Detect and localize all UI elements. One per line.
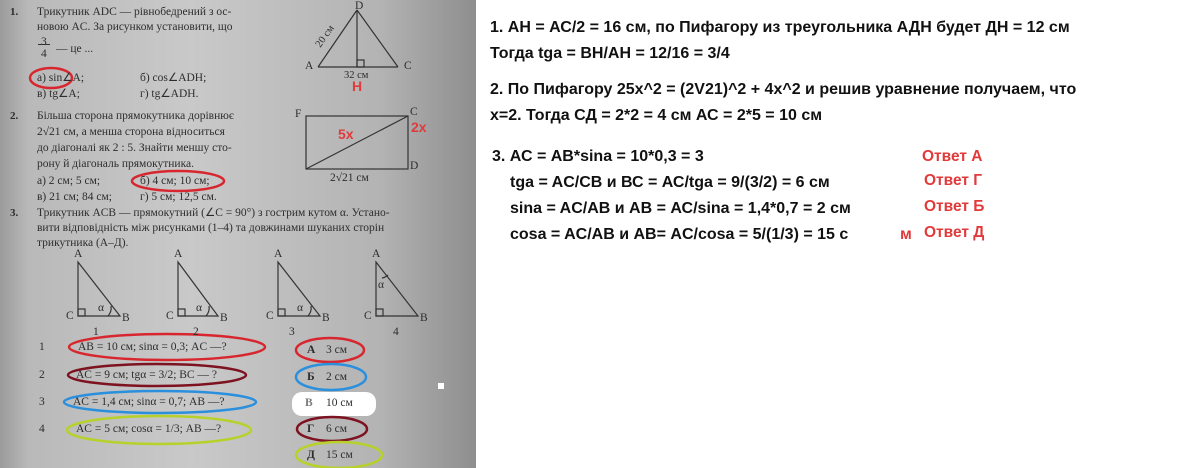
tri3-vertex-a: A [274, 248, 283, 260]
row-4-text: AC = 5 см; cosα = 1/3; AB —? [76, 423, 222, 435]
problem-3-line-2: вити відповідність між рисунками (1–4) та довжинами шуканих сторін [37, 222, 385, 234]
problem-1-line-3: — це ... [56, 43, 94, 55]
tri3-vertex-b: B [322, 312, 330, 324]
rectangle-figure [306, 116, 408, 169]
tri4-alpha: α [378, 279, 385, 291]
problem-2-line-2: 2√21 см, а менша сторона відноситься [37, 126, 225, 138]
problem-2-option-d: г) 5 см; 12,5 см. [140, 191, 217, 203]
problem-2-number: 2. [10, 110, 19, 122]
tri2-vertex-b: B [220, 312, 228, 324]
vertex-d-label: D [355, 0, 364, 12]
solution-3-line-3: sina = AC/AB и АВ = АС/sina = 1,4*0,7 = 2 см [510, 200, 851, 217]
answer-a-value: 3 см [326, 344, 348, 356]
problem-2-line-3: до діагоналі як 2 : 5. Знайти меншу сто- [37, 142, 232, 154]
tri1-vertex-b: B [122, 312, 130, 324]
answer-d-value: 15 см [326, 449, 353, 461]
problem-1-option-b: б) cos∠ADH; [140, 72, 207, 84]
textbook-photo [0, 0, 476, 468]
row-3-number: 3 [39, 396, 45, 408]
answer-g-letter: Г [307, 423, 315, 435]
tri4-number: 4 [393, 326, 399, 338]
problem-2-line-4: рону й діагональ прямокутника. [37, 158, 194, 170]
solution-3-line-2: tga = AC/CB и ВС = АС/tga = 9/(3/2) = 6 см [510, 174, 830, 191]
answer-c-letter: В [305, 397, 313, 409]
tri3-number: 3 [289, 326, 295, 338]
vertex-c2-label: C [410, 106, 418, 118]
problem-1-line-1: Трикутник ADC — рівнобедрений з ос- [37, 6, 232, 18]
answer-a-letter: А [307, 344, 316, 356]
tri1-vertex-a: A [74, 248, 83, 260]
tri1-number: 1 [93, 326, 99, 338]
solution-1-line-1: 1. АН = АС/2 = 16 см, по Пифагору из треугольника АДН будет ДН = 12 см [490, 19, 1070, 36]
problem-3-line-3: трикутника (А–Д). [37, 237, 129, 249]
tri2-alpha: α [196, 302, 203, 314]
answer-b-value: 2 см [326, 371, 348, 383]
vertex-a-label: A [305, 60, 314, 72]
tri1-alpha: α [98, 302, 105, 314]
row-2-text: AC = 9 см; tgα = 3/2; BC — ? [76, 369, 217, 381]
tri2-number: 2 [193, 326, 199, 338]
problem-1-line-2: новою AC. За рисунком установити, що [37, 21, 233, 33]
tri1-vertex-c: C [66, 310, 74, 322]
tri4-vertex-b: B [420, 312, 428, 324]
answer-label-g: Ответ Г [924, 172, 983, 189]
answer-label-d: Ответ Д [924, 224, 985, 241]
solution-panel [476, 0, 1180, 468]
rectangle-bottom-label: 2√21 см [330, 172, 369, 184]
row-2-number: 2 [39, 369, 45, 381]
problem-2-option-a: а) 2 см; 5 см; [37, 175, 101, 187]
tri3-vertex-c: C [266, 310, 274, 322]
diagonal-5x-annotation: 5x [338, 126, 354, 142]
answer-label-a: Ответ А [922, 148, 983, 165]
row-1-number: 1 [39, 341, 45, 353]
row-3-text: AC = 1,4 см; sinα = 0,7; AB —? [73, 396, 225, 408]
answer-label-b: Ответ Б [924, 198, 985, 215]
point-h-annotation: H [352, 78, 363, 94]
base-label: 32 см [344, 70, 369, 81]
tri3-alpha: α [297, 302, 304, 314]
problem-2-line-1: Більша сторона прямокутника дорівнює [37, 110, 234, 122]
solution-1-line-2: Тогда tga = BH/AH = 12/16 = 3/4 [490, 45, 730, 62]
answer-g-value: 6 см [326, 423, 348, 435]
tri4-vertex-a: A [372, 248, 381, 260]
white-dot [438, 383, 444, 389]
solution-2-line-2: x=2. Тогда СД = 2*2 = 4 см АС = 2*5 = 10 см [490, 107, 823, 124]
problem-2-option-c: в) 21 см; 84 см; [37, 191, 112, 203]
tri2-vertex-a: A [174, 248, 183, 260]
tri4-vertex-c: C [364, 310, 372, 322]
problem-3-number: 3. [10, 207, 19, 219]
solution-3-line-4: cosa = AC/AB и АВ= AC/cosa = 5/(1/3) = 15 с [510, 226, 849, 243]
problem-1-option-d: г) tg∠ADH. [140, 88, 199, 100]
fraction-numerator: 3 [41, 36, 47, 48]
problem-1-option-a: а) sin∠A; [37, 72, 85, 84]
problem-2-option-b: б) 4 см; 10 см; [140, 175, 210, 187]
vertex-f-label: F [295, 108, 302, 120]
fraction-bar [38, 44, 50, 45]
vertex-c-label: C [404, 60, 412, 72]
solution-3-line-1: 3. АС = АВ*sina = 10*0,3 = 3 [492, 148, 704, 165]
problem-1-number: 1. [10, 6, 19, 18]
answer-d-letter: Д [307, 449, 315, 461]
answer-c-value: 10 см [326, 397, 353, 409]
vertex-d2-label: D [410, 160, 419, 172]
small-triangles [78, 262, 418, 316]
row-4-number: 4 [39, 423, 45, 435]
side-label: 20 см [313, 23, 337, 50]
answer-b-letter: Б [307, 371, 315, 383]
row-1-text: AB = 10 см; sinα = 0,3; AC —? [78, 341, 227, 353]
fraction-denominator: 4 [41, 48, 47, 60]
solution-2-line-1: 2. По Пифагору 25x^2 = (2V21)^2 + 4x^2 и решив уравнение получаем, что [490, 81, 1077, 98]
solution-3-line-4-tail: м [900, 226, 912, 243]
tri2-vertex-c: C [166, 310, 174, 322]
side-2x-annotation: 2x [411, 119, 427, 135]
problem-1-option-c: в) tg∠A; [37, 88, 80, 100]
problem-3-line-1: Трикутник ACB — прямокутний (∠C = 90°) з гострим кутом α. Устано- [37, 207, 390, 219]
